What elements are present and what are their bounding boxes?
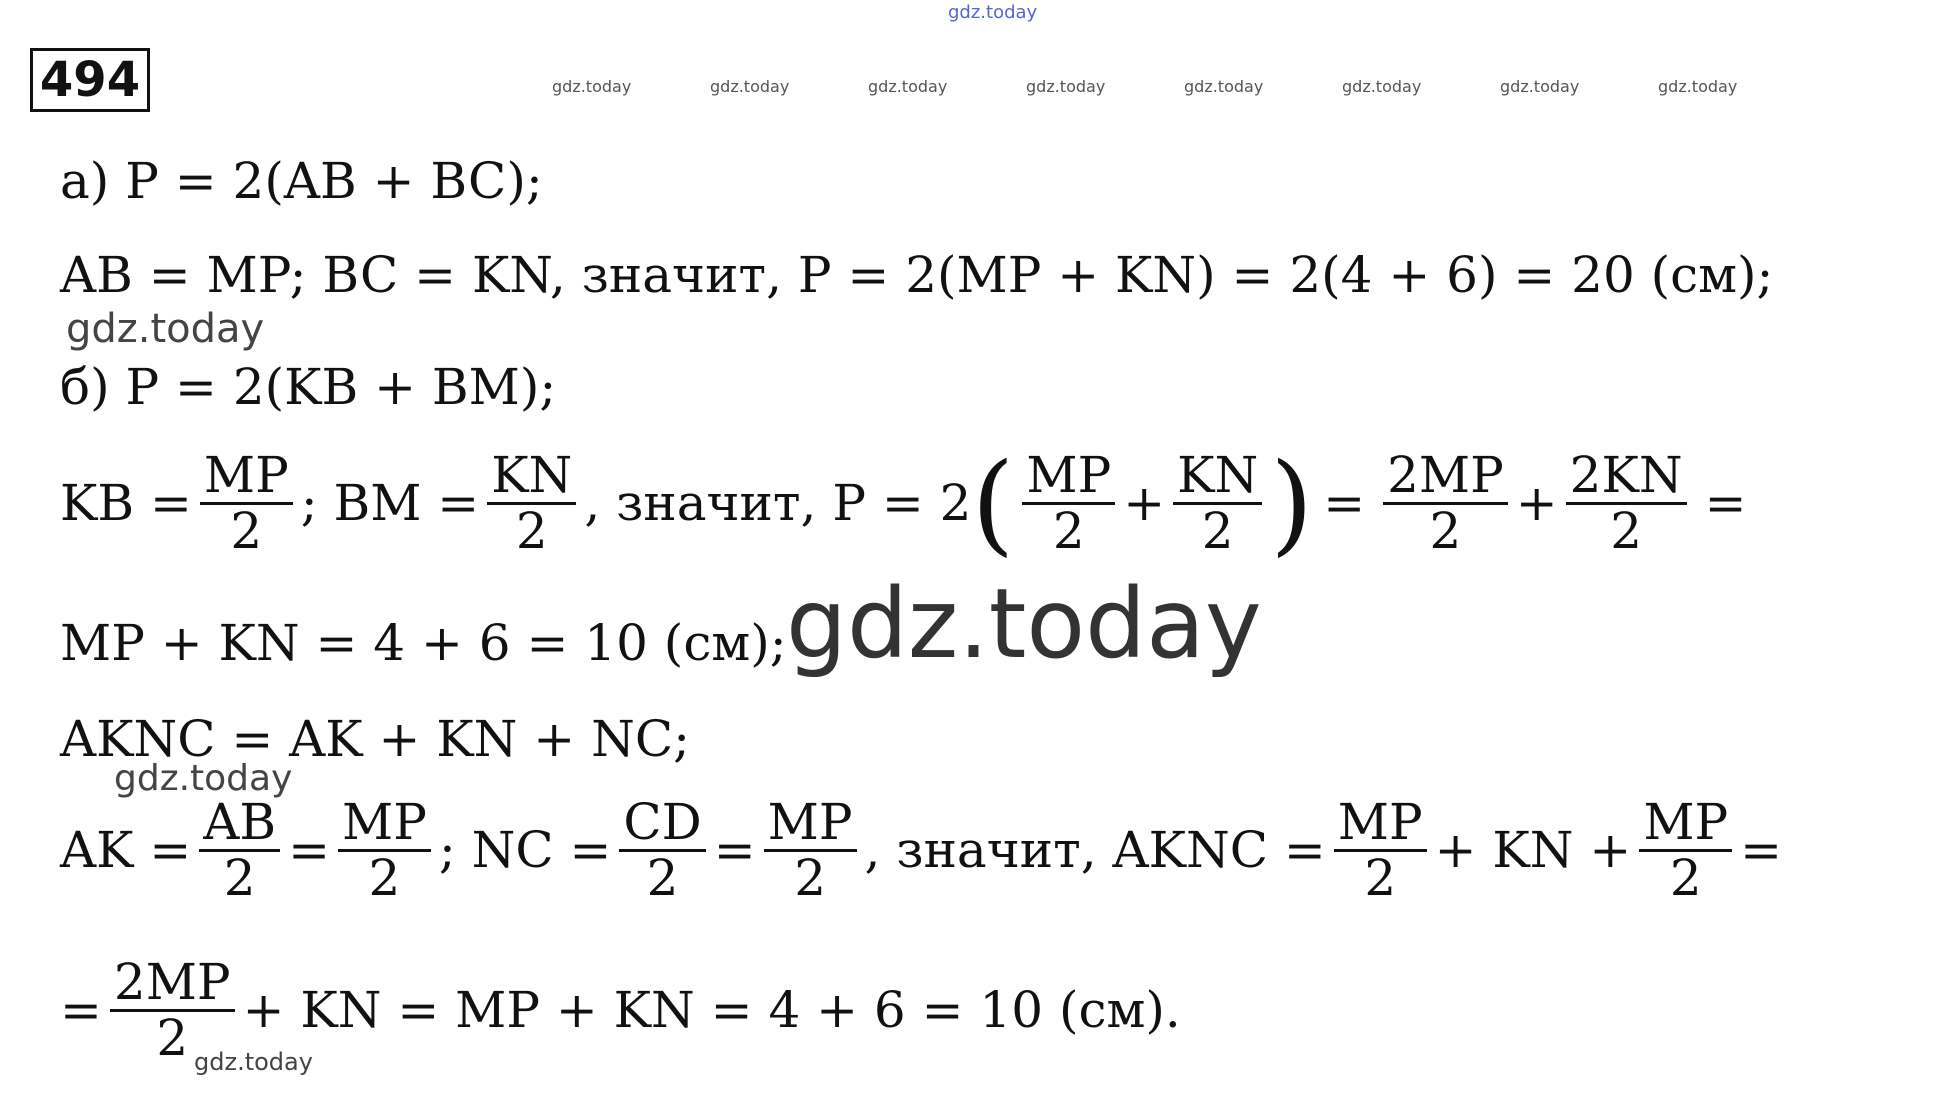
equals: = (288, 821, 331, 879)
numerator: MP (1334, 796, 1427, 852)
fraction (200, 446, 293, 560)
fraction (199, 793, 280, 907)
line-aknc-fractions (60, 793, 1783, 907)
equals: = (60, 981, 102, 1039)
watermark-row: gdz.today (1342, 77, 1422, 96)
fraction (338, 793, 431, 907)
numerator: KN (1173, 449, 1262, 505)
denominator: 2 (1610, 501, 1643, 560)
line-aknc-formula: AKNC = AK + KN + NC; (60, 710, 690, 768)
numerator: MP (1639, 796, 1732, 852)
denominator: 2 (515, 501, 548, 560)
equals: = (1740, 821, 1783, 879)
watermark-mid: gdz.today (66, 306, 265, 352)
numerator: 2KN (1566, 449, 1687, 505)
text: KB = (60, 474, 192, 532)
line-a-formula: а) P = 2(AB + BC); (60, 152, 543, 210)
denominator: 2 (223, 848, 256, 907)
text: ; BM = (300, 474, 480, 532)
numerator: KN (487, 449, 576, 505)
right-paren: ) (1270, 439, 1314, 567)
plus: + (1515, 474, 1558, 532)
text: , значит, AKNC = (864, 821, 1326, 879)
watermark-top: gdz.today (948, 2, 1038, 23)
watermark-row: gdz.today (868, 77, 948, 96)
text: + KN = MP + KN = 4 + 6 = 10 (см). (242, 981, 1181, 1039)
fraction (1334, 793, 1427, 907)
fraction (619, 793, 705, 907)
text: AK = (60, 821, 192, 879)
denominator: 2 (794, 848, 826, 907)
watermark-row: gdz.today (710, 77, 790, 96)
line-a-solution: AB = MP; BC = KN, значит, P = 2(MP + KN) = 2(4 + 6) = 20 (см); (60, 246, 1774, 304)
line-b-result: MP + KN = 4 + 6 = 10 (см); (60, 614, 787, 672)
fraction (1173, 446, 1262, 560)
watermark-small: gdz.today (194, 1048, 313, 1076)
text: ; NC = (438, 821, 612, 879)
numerator: MP (338, 796, 431, 852)
denominator: 2 (1364, 848, 1397, 907)
watermark-row: gdz.today (1500, 77, 1580, 96)
fraction (487, 446, 576, 560)
line-final (60, 953, 1181, 1067)
watermark-big: gdz.today (786, 568, 1262, 680)
fraction (764, 793, 857, 907)
numerator: 2MP (1383, 449, 1508, 505)
denominator: 2 (1669, 848, 1702, 907)
fraction (1022, 446, 1115, 560)
plus: + (1123, 474, 1166, 532)
denominator: 2 (1201, 501, 1234, 560)
fraction (1639, 793, 1732, 907)
watermark-mid: gdz.today (114, 758, 293, 799)
text: , значит, P = 2 (584, 474, 972, 532)
denominator: 2 (646, 848, 679, 907)
line-b-formula: б) P = 2(KB + BM); (60, 358, 557, 416)
fraction (1566, 446, 1687, 560)
equals: = (713, 821, 756, 879)
problem-number: 494 (30, 48, 150, 112)
denominator: 2 (230, 501, 263, 560)
denominator: 2 (368, 848, 401, 907)
fraction (1383, 446, 1508, 560)
equals: = (1704, 474, 1747, 532)
denominator: 2 (1052, 501, 1085, 560)
numerator: MP (764, 796, 857, 852)
watermark-row: gdz.today (1184, 77, 1264, 96)
text: + KN + (1434, 821, 1632, 879)
line-b-fractions (60, 439, 1747, 567)
denominator: 2 (1429, 501, 1462, 560)
denominator: 2 (156, 1008, 189, 1067)
fraction (110, 953, 235, 1067)
numerator: AB (199, 796, 280, 852)
left-paren: ( (971, 439, 1015, 567)
equals: = (1323, 474, 1366, 532)
watermark-row: gdz.today (1026, 77, 1106, 96)
numerator: CD (619, 796, 705, 852)
numerator: MP (200, 449, 293, 505)
watermark-row: gdz.today (552, 77, 632, 96)
numerator: MP (1022, 449, 1115, 505)
numerator: 2MP (110, 956, 235, 1012)
watermark-row: gdz.today (1658, 77, 1738, 96)
